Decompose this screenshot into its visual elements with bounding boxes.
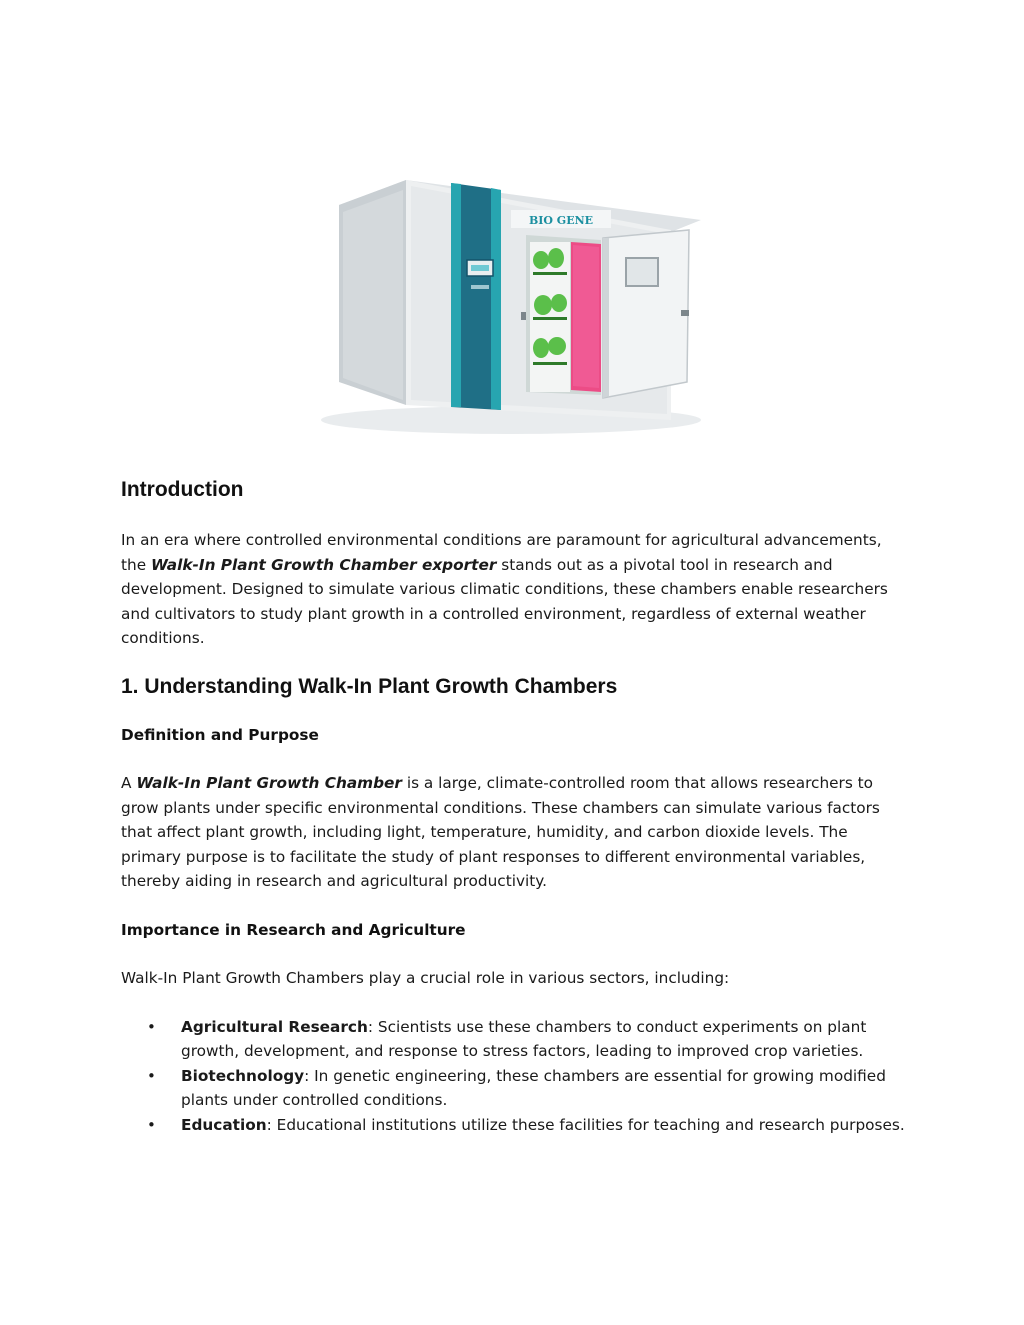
bullet-icon: • bbox=[147, 1115, 156, 1134]
definition-emphasis: Walk-In Plant Growth Chamber bbox=[136, 774, 402, 792]
growth-chamber-image bbox=[311, 120, 717, 462]
definition-text-start: A bbox=[121, 774, 137, 792]
brand-label: BIO GENE bbox=[528, 214, 594, 227]
list-item-term: Biotechnology bbox=[181, 1066, 305, 1085]
list-item-term: Education bbox=[181, 1115, 267, 1134]
definition-subheading: Definition and Purpose bbox=[121, 725, 319, 744]
article-body bbox=[121, 478, 911, 1137]
introduction-text-end: stands out as a pivotal tool in research and development. Designed to simulate various climatic conditions, these chambers enable researchers and cultivators to study plant growth in a controlled environment, regardless of external weather conditions. bbox=[121, 555, 888, 647]
introduction-emphasis: Walk-In Plant Growth Chamber exporter bbox=[150, 555, 497, 574]
bullet-icon: • bbox=[147, 1017, 156, 1036]
importance-subheading: Importance in Research and Agriculture bbox=[121, 920, 466, 939]
list-item-text: : Scientists use these chambers to conduct experiments on plant growth, development, and response to stress factors, leading to improved crop varieties. bbox=[181, 1017, 867, 1060]
introduction-paragraph bbox=[121, 528, 911, 651]
definition-text-end: is a large, climate-controlled room that allows researchers to grow plants under specific environmental conditions. These chambers can simulate various factors that affect plant growth, including light, temperature, humidity, and carbon dioxide levels. The primary purpose is to facilitate the study of plant responses to different environmental variables, thereby aiding in research and agricultural productivity. bbox=[121, 774, 880, 890]
list-item bbox=[121, 1064, 911, 1113]
list-item-term: Agricultural Research bbox=[181, 1017, 368, 1036]
introduction-text-start: In an era where controlled environmental conditions are paramount for agricultural advancements, the bbox=[121, 531, 882, 574]
definition-paragraph bbox=[121, 771, 911, 894]
list-item-text: : In genetic engineering, these chambers are essential for growing modified plants under controlled conditions. bbox=[181, 1066, 886, 1109]
importance-intro: Walk-In Plant Growth Chambers play a crucial role in various sectors, including: bbox=[121, 969, 730, 987]
list-item bbox=[121, 1113, 911, 1138]
section1-heading: 1. Understanding Walk-In Plant Growth Chambers bbox=[121, 674, 618, 698]
list-item bbox=[121, 1015, 911, 1064]
list-item-text: : Educational institutions utilize these facilities for teaching and research purposes. bbox=[266, 1115, 905, 1134]
bullet-icon: • bbox=[147, 1066, 156, 1085]
sectors-list bbox=[121, 1015, 911, 1138]
introduction-heading: Introduction bbox=[121, 478, 244, 501]
